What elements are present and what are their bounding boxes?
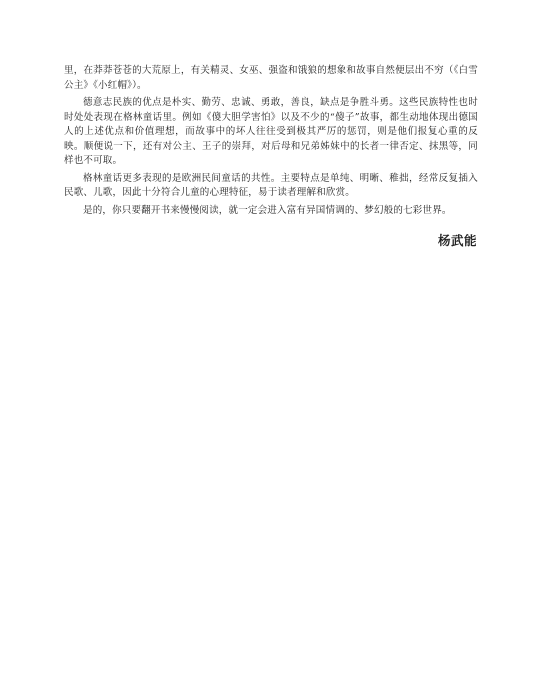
paragraph-common-features: 格林童话更多表现的是欧洲民间童话的共性。主要特点是单纯、明晰、稚拙，经常反复插入民歌、儿歌，因此十分符合儿童的心理特征，易于读者理解和欣赏。 [64,172,478,198]
paragraph-continuation: 里，在莽莽苍苍的大荒原上，有关精灵、女巫、强盗和饿狼的想象和故事自然便层出不穷（《白雪公主》《小红帽》）。 [64,65,478,91]
paragraph-invitation: 是的，你只要翻开书来慢慢阅读，就一定会进入富有异国情调的、梦幻般的七彩世界。 [83,204,452,216]
author-signature: 杨武能 [437,233,477,248]
paragraph-national-character: 德意志民族的优点是朴实、勤劳、忠诚、勇敢，善良，缺点是争胜斗勇。这些民族特性也时时处处表现在格林童话里。例如《傻大胆学害怕》以及不少的“傻子”故事，都生动地体现出德国人的上述优点和价值理想，而故事中的坏人往往受到极其严厉的惩罚，则是他们报复心重的反映。顺便说一下，还有对公主、王子的崇拜，对后母和兄弟姊妹中的长者一律否定、抹黑等，同样也不可取。 [64,97,478,166]
body-text [64,64,478,221]
